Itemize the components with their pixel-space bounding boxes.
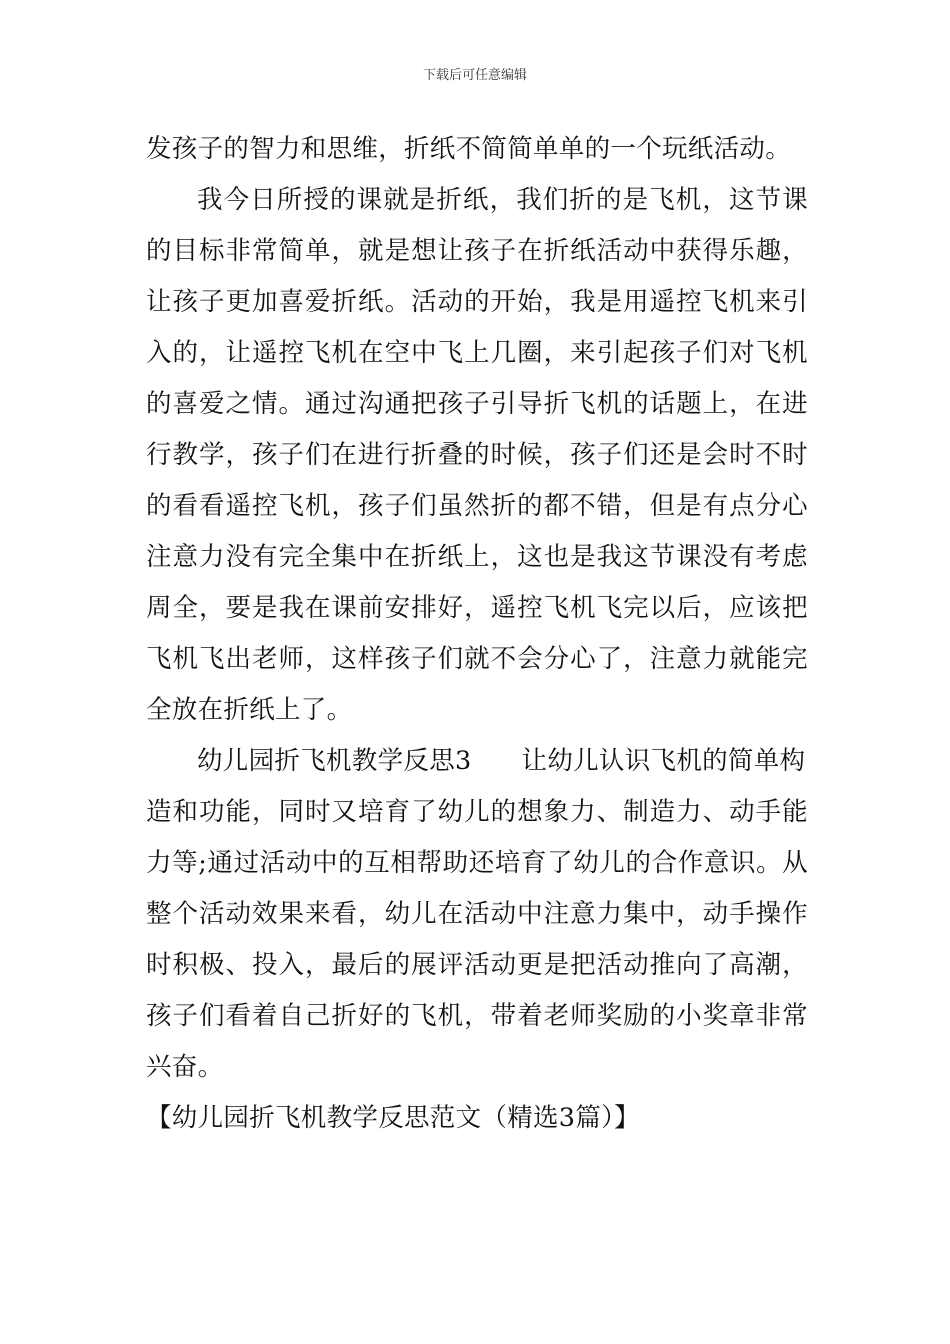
document-body bbox=[146, 124, 808, 1144]
section-heading: 幼儿园折飞机教学反思3 bbox=[197, 746, 472, 776]
text-line: 兴奋。 bbox=[146, 1052, 224, 1082]
text-line: 发孩子的智力和思维，折纸不简简单单的一个玩纸活动。 bbox=[146, 134, 792, 164]
text-line: 全放在折纸上了。 bbox=[146, 695, 353, 725]
text-line: 力等;通过活动中的互相帮助还培育了幼儿的合作意识。从 bbox=[146, 848, 808, 878]
text-line: 周全，要是我在课前安排好，遥控飞机飞完以后，应该把 bbox=[146, 593, 808, 623]
text-line: 注意力没有完全集中在折纸上，这也是我这节课没有考虑 bbox=[146, 542, 808, 572]
text-line: 飞机飞出老师，这样孩子们就不会分心了，注意力就能完 bbox=[146, 644, 808, 674]
text-line: 造和功能，同时又培育了幼儿的想象力、制造力、动手能 bbox=[146, 797, 808, 827]
text-line: 行教学，孩子们在进行折叠的时候，孩子们还是会时不时 bbox=[146, 440, 808, 470]
text-line: 时积极、投入，最后的展评活动更是把活动推向了高潮， bbox=[146, 950, 808, 980]
text-line: 孩子们看着自己折好的飞机，带着老师奖励的小奖章非常 bbox=[146, 1001, 808, 1031]
text-line: 的喜爱之情。通过沟通把孩子引导折飞机的话题上，在进 bbox=[146, 389, 808, 419]
text-line: 的目标非常简单，就是想让孩子在折纸活动中获得乐趣， bbox=[146, 236, 808, 266]
page-header: 下载后可任意编辑 bbox=[422, 68, 527, 83]
document-title: 【幼儿园折飞机教学反思范文（精选3篇）】 bbox=[146, 1103, 640, 1133]
text-line: 整个活动效果来看，幼儿在活动中注意力集中，动手操作 bbox=[146, 899, 808, 929]
text-line: 让孩子更加喜爱折纸。活动的开始，我是用遥控飞机来引 bbox=[146, 287, 808, 317]
text-line bbox=[146, 736, 808, 787]
text-span: 让幼儿认识飞机的简单构 bbox=[521, 746, 806, 776]
text-line: 入的，让遥控飞机在空中飞上几圈，来引起孩子们对飞机 bbox=[146, 338, 808, 368]
text-line: 的看看遥控飞机，孩子们虽然折的都不错，但是有点分心 bbox=[146, 491, 808, 521]
text-line: 我今日所授的课就是折纸，我们折的是飞机，这节课 bbox=[197, 185, 808, 215]
